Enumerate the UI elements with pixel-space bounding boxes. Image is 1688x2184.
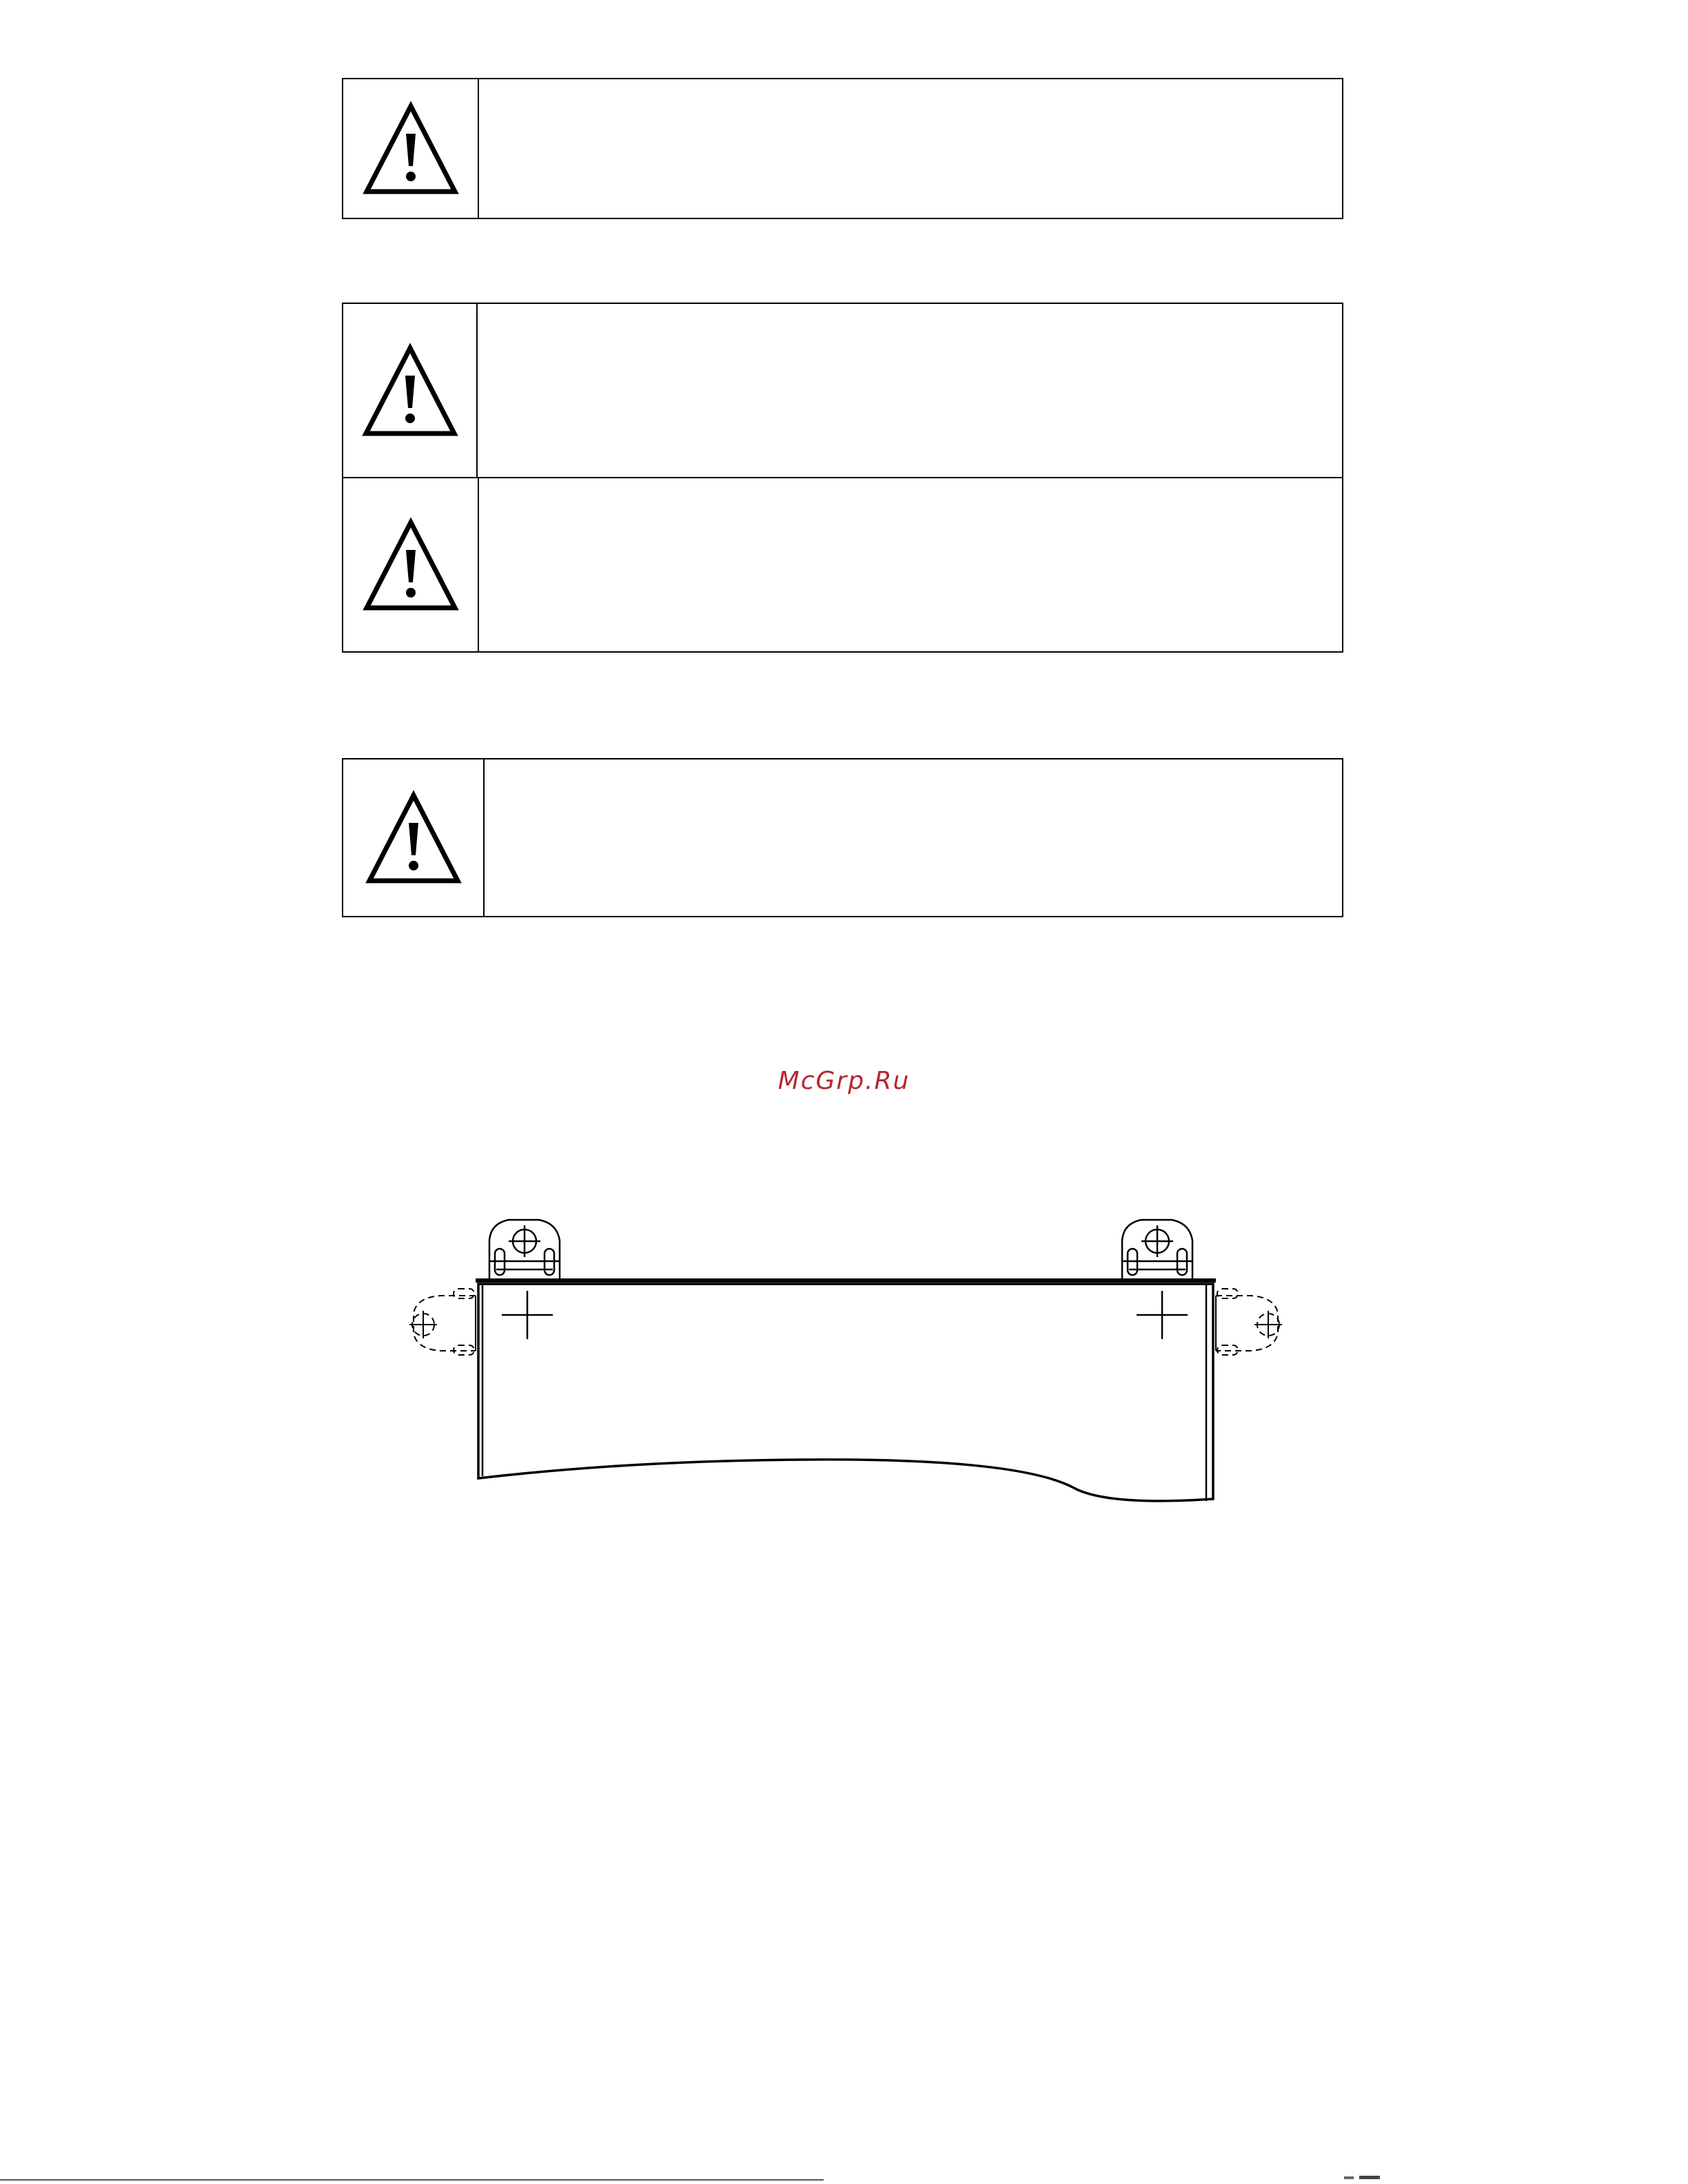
battery-drawing [386, 1192, 1310, 1509]
warning-triangle-icon [362, 343, 458, 439]
warning-icon-cell [343, 79, 479, 218]
warning-triangle-icon [363, 517, 459, 613]
warning-box-1 [342, 78, 1343, 219]
footer-rule [0, 2179, 824, 2181]
warning-text [485, 759, 1342, 916]
warning-icon-cell [343, 478, 479, 651]
footer-mark [1344, 2175, 1385, 2181]
warning-icon-cell [343, 304, 478, 477]
warning-box-4 [342, 758, 1343, 917]
warning-text [479, 478, 1342, 651]
warning-text [479, 79, 1342, 218]
warning-box-2 [342, 303, 1343, 478]
warning-box-3 [342, 477, 1343, 653]
watermark-text: McGrp.Ru [777, 1067, 911, 1095]
warning-text [478, 304, 1342, 477]
warning-triangle-icon [365, 790, 462, 886]
warning-triangle-icon [363, 101, 459, 197]
warning-icon-cell [343, 759, 485, 916]
